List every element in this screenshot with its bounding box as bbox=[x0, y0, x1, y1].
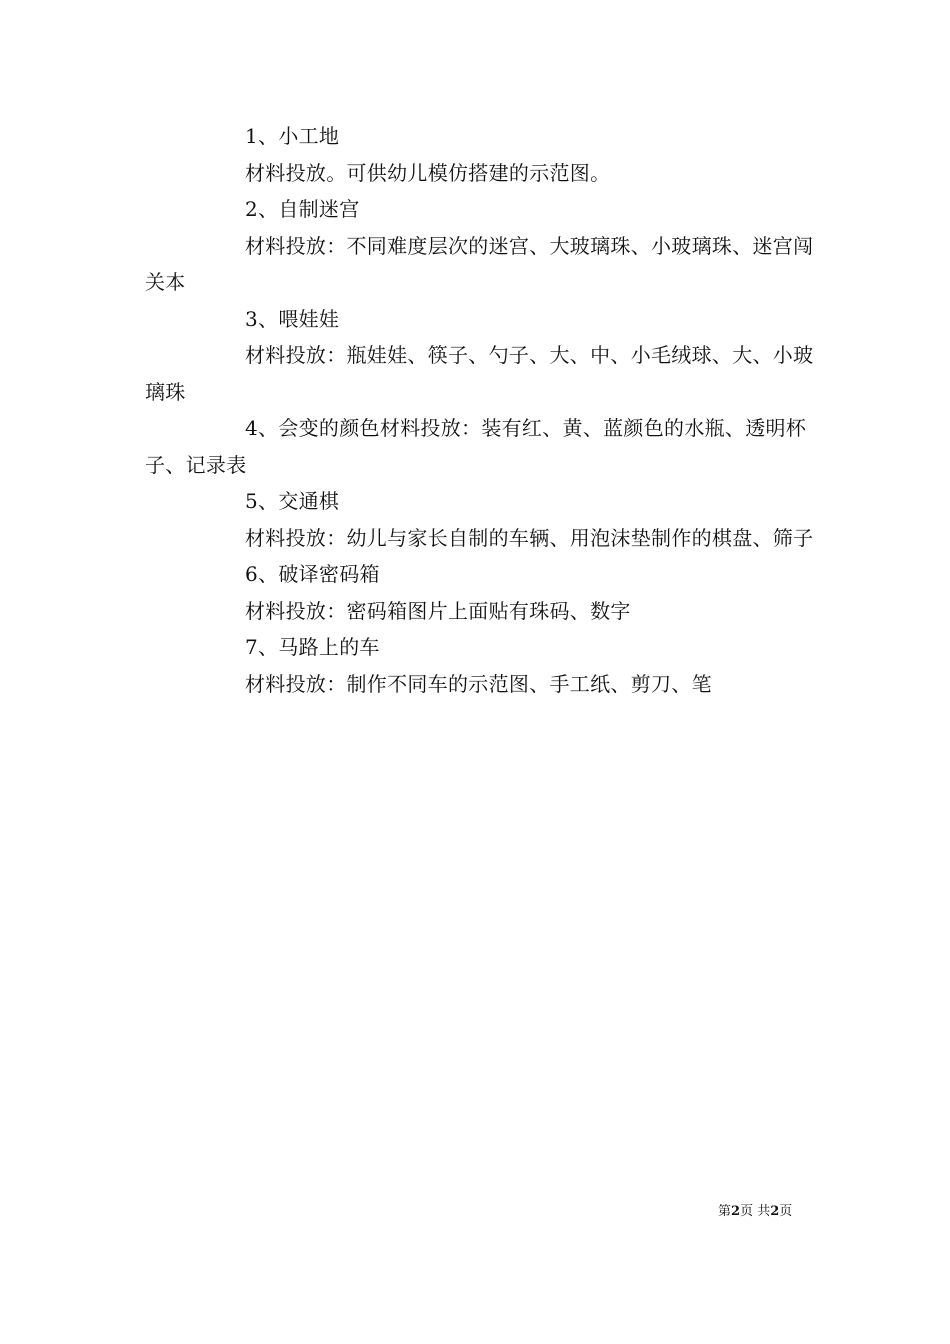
document-body bbox=[145, 118, 825, 702]
footer-current-page: 2 bbox=[731, 1204, 741, 1219]
item-title-6: 6、破译密码箱 bbox=[245, 562, 380, 586]
item-title-and-materials-4: 4、会变的颜色材料投放：装有红、黄、蓝颜色的水瓶、透明杯子、记录表 bbox=[145, 416, 807, 477]
item-materials-5: 材料投放：幼儿与家长自制的车辆、用泡沫垫制作的棋盘、筛子 bbox=[245, 525, 814, 550]
item-title-7: 7、马路上的车 bbox=[245, 635, 380, 659]
footer-suffix: 页 bbox=[779, 1204, 793, 1219]
item-materials-3: 材料投放：瓶娃娃、筷子、勺子、大、中、小毛绒球、大、小玻璃珠 bbox=[145, 343, 814, 404]
item-title-1: 1、小工地 bbox=[245, 124, 340, 148]
footer-prefix: 第 bbox=[718, 1204, 732, 1219]
item-materials-6: 材料投放：密码箱图片上面贴有珠码、数字 bbox=[245, 598, 631, 623]
item-title-3: 3、喂娃娃 bbox=[245, 306, 340, 331]
item-materials-1: 材料投放。可供幼儿模仿搭建的示范图。 bbox=[245, 160, 611, 185]
item-materials-2: 材料投放：不同难度层次的迷宫、大玻璃珠、小玻璃珠、迷宫闯关本 bbox=[145, 233, 814, 294]
page-footer bbox=[718, 1203, 792, 1221]
item-materials-7: 材料投放：制作不同车的示范图、手工纸、剪刀、笔 bbox=[245, 671, 712, 696]
item-title-2: 2、自制迷宫 bbox=[245, 197, 360, 221]
footer-middle: 页 共 bbox=[740, 1204, 771, 1219]
footer-total-pages: 2 bbox=[770, 1204, 780, 1219]
item-title-5: 5、交通棋 bbox=[245, 489, 340, 513]
